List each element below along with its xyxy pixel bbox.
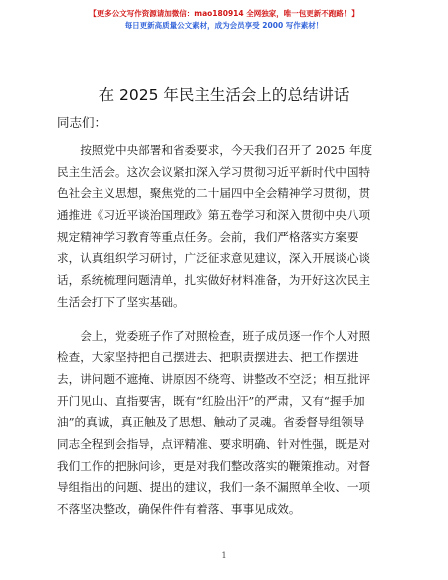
page-number: 1 <box>221 551 227 560</box>
paragraph-2 <box>57 326 390 521</box>
text-line: 油”的真诚，真正触及了思想、触动了灵魂。省委督导组领导 <box>57 415 365 430</box>
text-line: 生活会打下了坚实基础。 <box>57 294 185 309</box>
document-body <box>57 140 390 521</box>
text-line: 求，认真组织学习研讨，广泛征求意见建议，深入开展谈心谈 <box>57 251 371 266</box>
text-line: 按照党中央部署和省委要求，今天我们召开了 2025 年度 <box>80 143 373 157</box>
text-line: 导组指出的问题、提出的建议，我们一条不漏照单全收、一项 <box>57 480 371 495</box>
promo-banner-sub: 每日更新高质量公文素材，成为会员享受 2000 写作素材！ <box>124 21 324 30</box>
text-line: 规定精神学习教育等重点任务。会前，我们严格落实方案要 <box>57 229 359 244</box>
document-title: 在 2025 年民主生活会上的总结讲话 <box>98 86 350 104</box>
text-line: 通推进《习近平谈治国理政》第五卷学习和深入贯彻中央八项 <box>57 208 371 223</box>
text-line: 检查，大家坚持把自己摆进去、把职责摆进去、把工作摆进 <box>57 350 359 365</box>
text-line: 民主生活会。这次会议紧扣深入学习贯彻习近平新时代中国特 <box>57 164 371 179</box>
text-line: 去，讲问题不遮掩、讲原因不绕弯、讲整改不空泛；相互批评 <box>57 371 371 386</box>
text-line: 色社会主义思想，聚焦党的二十届四中全会精神学习贯彻，贯 <box>57 186 371 201</box>
text-line: 开门见山、直指要害，既有“红脸出汗”的严肃，又有“握手加 <box>57 393 365 408</box>
text-line: 不落坚决整改，确保件件有着落、事事见成效。 <box>57 502 301 516</box>
text-line: 话，系统梳理问题清单，扎实做好材料准备，为开好这次民主 <box>57 273 371 288</box>
salutation: 同志们： <box>57 115 108 130</box>
paragraph-1 <box>57 140 390 314</box>
text-line: 同志全程到会指导，点评精准、要求明确、针对性强，既是对 <box>57 436 371 451</box>
promo-banner-top: 【更多公文写作资源请加微信：mao180914 全网独家，唯一包更新不跑路！】 <box>89 9 359 18</box>
text-line: 我们工作的把脉问诊，更是对我们整改落实的鞭策推动。对督 <box>57 458 371 473</box>
text-line: 会上，党委班子作了对照检查，班子成员逐一作个人对照 <box>80 328 371 343</box>
paragraph-gap <box>57 314 390 326</box>
